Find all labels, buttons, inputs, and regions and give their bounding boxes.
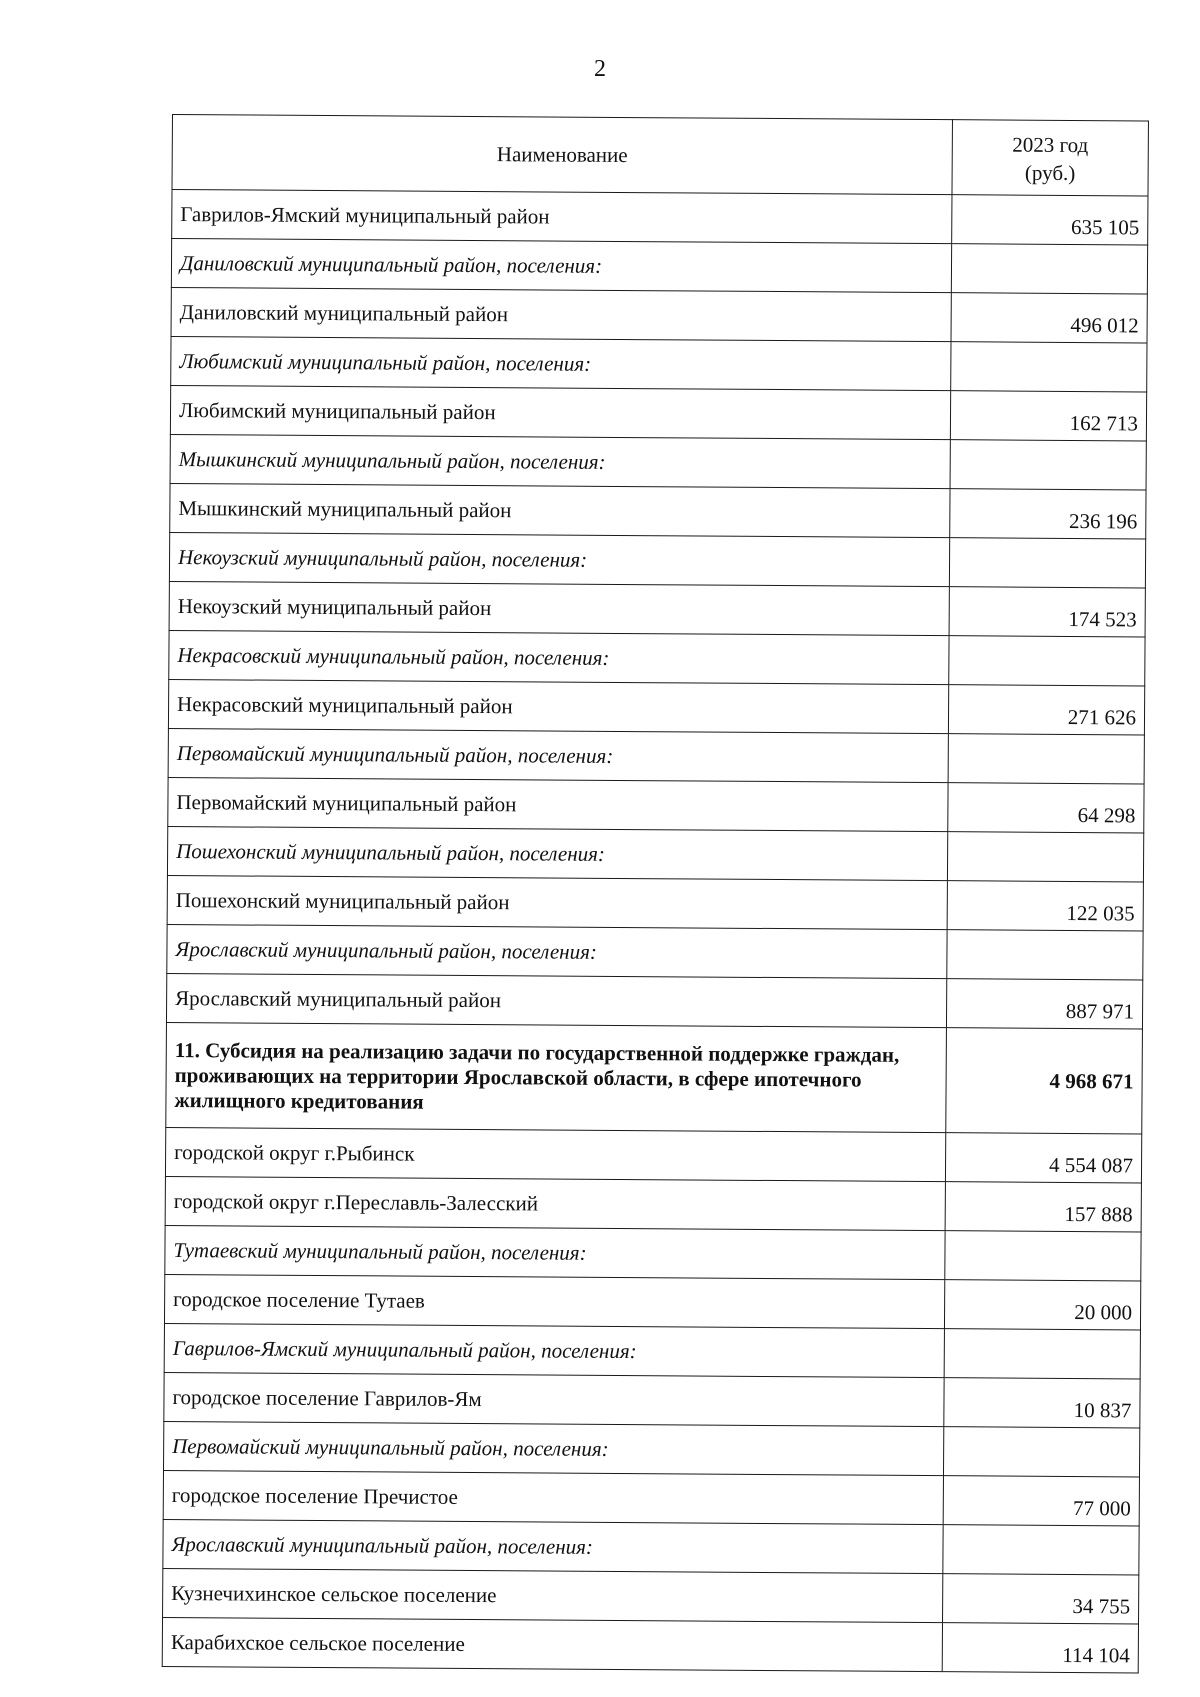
row-name: Даниловский муниципальный район xyxy=(171,287,951,341)
row-value xyxy=(949,538,1145,588)
table-row xyxy=(172,190,1148,245)
row-name: Гаврилов-Ямский муниципальный район, поселения: xyxy=(164,1323,944,1377)
row-value: 122 035 xyxy=(947,881,1143,931)
row-value: 10 837 xyxy=(944,1378,1140,1428)
header-value-year: 2023 год xyxy=(1012,132,1089,158)
row-name: городское поселение Пречистое xyxy=(163,1470,943,1524)
row-name: городской округ г.Переславль-Залесский xyxy=(165,1176,945,1230)
row-value xyxy=(944,1329,1140,1379)
table-row xyxy=(165,1176,1141,1231)
table-row-section xyxy=(171,336,1147,391)
row-value: 887 971 xyxy=(946,979,1142,1029)
table-row-section xyxy=(167,924,1143,979)
row-name: Ярославский муниципальный район, поселения: xyxy=(163,1519,943,1573)
row-name: Любимский муниципальный район xyxy=(170,385,950,439)
row-name: Мышкинский муниципальный район, поселения: xyxy=(170,434,950,488)
row-value: 174 523 xyxy=(949,587,1145,637)
row-name: Некрасовский муниципальный район, поселения: xyxy=(169,630,949,684)
table-row xyxy=(170,483,1146,538)
table-row-section xyxy=(167,826,1143,881)
table-row xyxy=(163,1470,1139,1525)
row-value xyxy=(950,440,1146,490)
row-name: Первомайский муниципальный район, поселения: xyxy=(168,728,948,782)
budget-table xyxy=(162,114,1149,1673)
row-value xyxy=(951,244,1147,294)
row-name: городское поселение Тутаев xyxy=(164,1274,944,1328)
row-value: 162 713 xyxy=(950,391,1146,441)
table-row xyxy=(163,1568,1139,1623)
table-row-section xyxy=(170,434,1146,489)
row-name: Мышкинский муниципальный район xyxy=(170,483,950,537)
header-name: Наименование xyxy=(172,115,952,195)
row-name: Первомайский муниципальный район xyxy=(168,777,948,831)
row-value: 20 000 xyxy=(944,1280,1140,1330)
table-body xyxy=(162,190,1148,1673)
table-row-section xyxy=(168,728,1144,783)
row-name: Некоузский муниципальный район xyxy=(169,581,949,635)
row-value: 157 888 xyxy=(945,1182,1141,1232)
row-value xyxy=(943,1525,1139,1575)
row-name: Даниловский муниципальный район, поселения: xyxy=(171,239,951,293)
row-name: Некрасовский муниципальный район xyxy=(168,679,948,733)
row-value: 496 012 xyxy=(951,293,1147,343)
page-number: 2 xyxy=(594,56,606,82)
row-name: Ярославский муниципальный район xyxy=(166,973,946,1027)
table-header xyxy=(172,115,1148,196)
header-value xyxy=(952,120,1148,196)
table-row xyxy=(165,1127,1141,1182)
row-value xyxy=(949,636,1145,686)
row-name: Карабихское сельское поселение xyxy=(162,1617,942,1671)
table-row xyxy=(168,679,1144,734)
table-row-section xyxy=(163,1519,1139,1574)
row-value xyxy=(948,734,1144,784)
row-value: 4 968 671 xyxy=(946,1028,1143,1134)
table-row xyxy=(167,875,1143,930)
row-value: 77 000 xyxy=(943,1476,1139,1526)
row-value xyxy=(951,342,1147,392)
row-name: Некоузский муниципальный район, поселения: xyxy=(169,532,949,586)
table-row xyxy=(164,1372,1140,1427)
row-name: Любимский муниципальный район, поселения: xyxy=(171,336,951,390)
row-name: Пошехонский муниципальный район xyxy=(167,875,947,929)
table-row xyxy=(169,581,1145,636)
row-name: Первомайский муниципальный район, поселения: xyxy=(164,1421,944,1475)
table-row xyxy=(162,1617,1138,1672)
table-row-section xyxy=(169,630,1145,685)
table-row xyxy=(171,287,1147,342)
row-name: Ярославский муниципальный район, поселения: xyxy=(167,924,947,978)
row-value xyxy=(945,1231,1141,1281)
table-row-total xyxy=(166,1022,1143,1133)
row-value: 114 104 xyxy=(942,1623,1138,1673)
row-value: 4 554 087 xyxy=(945,1133,1141,1183)
table-row-section xyxy=(171,239,1147,294)
row-name: Пошехонский муниципальный район, поселения: xyxy=(167,826,947,880)
table-row-section xyxy=(165,1225,1141,1280)
row-value xyxy=(943,1427,1139,1477)
table-row-section xyxy=(164,1323,1140,1378)
row-name: городское поселение Гаврилов-Ям xyxy=(164,1372,944,1426)
row-name: городской округ г.Рыбинск xyxy=(165,1127,945,1181)
table-row xyxy=(168,777,1144,832)
row-value: 635 105 xyxy=(952,195,1148,245)
header-row xyxy=(172,115,1148,196)
row-value xyxy=(947,930,1143,980)
table-row-section xyxy=(164,1421,1140,1476)
row-value: 236 196 xyxy=(950,489,1146,539)
table-row-section xyxy=(169,532,1145,587)
row-value: 64 298 xyxy=(948,783,1144,833)
row-name: Гаврилов-Ямский муниципальный район xyxy=(172,190,952,244)
row-name: Тутаевский муниципальный район, поселения: xyxy=(165,1225,945,1279)
row-name: Кузнечихинское сельское поселение xyxy=(163,1568,943,1622)
table-row xyxy=(164,1274,1140,1329)
row-value: 271 626 xyxy=(948,685,1144,735)
header-value-unit: (руб.) xyxy=(1024,160,1076,185)
row-name: 11. Субсидия на реализацию задачи по государственной поддержке граждан, проживающих на территории Ярославской области, в сфере ипотечного жилищного кредитования xyxy=(166,1022,947,1132)
table-row xyxy=(166,973,1142,1028)
table-row xyxy=(170,385,1146,440)
row-value: 34 755 xyxy=(943,1574,1139,1624)
row-value xyxy=(947,832,1143,882)
